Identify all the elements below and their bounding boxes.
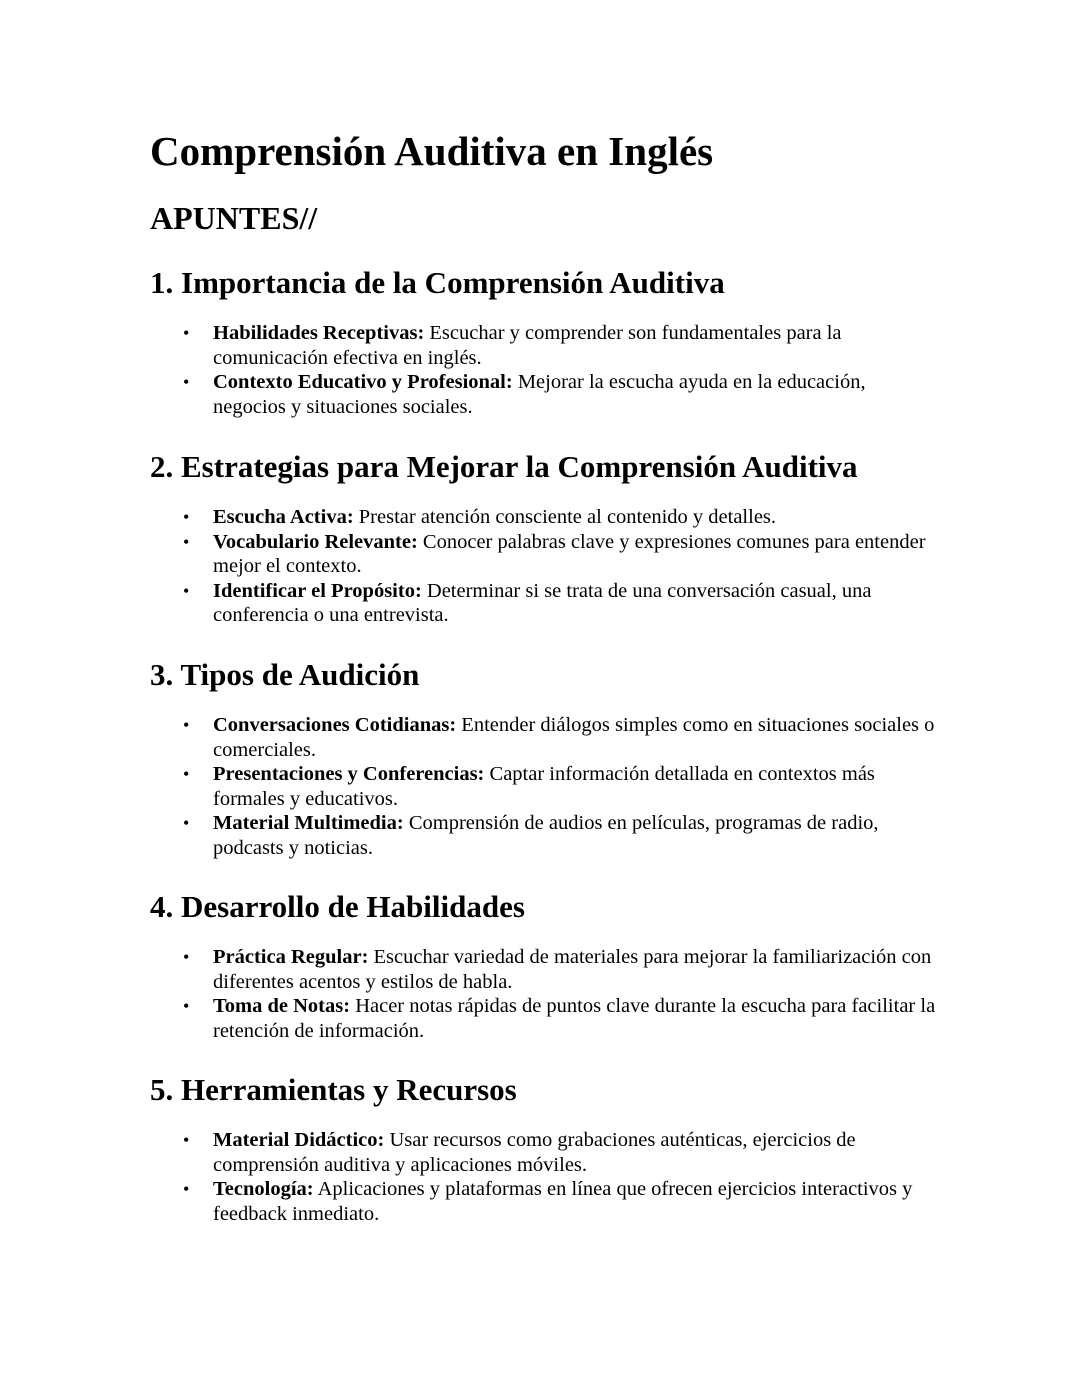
list-item — [150, 530, 938, 579]
list-item — [150, 321, 938, 370]
item-term: Toma de Notas: — [213, 995, 351, 1017]
bullet-icon: • — [183, 1179, 190, 1199]
bullet-icon: • — [183, 764, 190, 784]
item-term: Tecnología: — [213, 1178, 314, 1200]
bullet-icon: • — [183, 531, 190, 552]
document-subtitle: APUNTES// — [150, 200, 318, 236]
item-term: Habilidades Receptivas: — [213, 322, 425, 344]
bullet-icon: • — [183, 507, 190, 527]
item-term: Identificar el Propósito: — [213, 579, 422, 602]
bullet-icon: • — [183, 323, 190, 343]
item-term: Contexto Educativo y Profesional: — [213, 371, 513, 393]
bullet-icon: • — [183, 947, 190, 967]
section-herramientas — [150, 1071, 950, 1226]
bullet-icon: • — [183, 715, 190, 735]
section-heading: 4. Desarrollo de Habilidades — [150, 889, 525, 924]
bullet-list — [150, 713, 950, 860]
section-tipos — [150, 656, 950, 860]
item-text: Escuchar variedad de materiales para mejorar la familiarización con diferentes acentos y estilos de habla. — [213, 946, 932, 993]
section-estrategias — [150, 448, 950, 628]
document-title: Comprensión Auditiva en Inglés — [150, 128, 714, 174]
item-term: Conversaciones Cotidianas: — [213, 714, 457, 736]
section-heading: 2. Estrategias para Mejorar la Comprensión Auditiva — [150, 449, 858, 484]
section-importancia — [150, 264, 950, 419]
item-text: Entender diálogos simples como en situaciones sociales o comerciales. — [213, 714, 935, 761]
bullet-list — [150, 945, 950, 1043]
list-item — [150, 945, 938, 994]
item-text: Conocer palabras clave y expresiones comunes para entender mejor el contexto. — [213, 530, 926, 577]
bullet-icon: • — [183, 1130, 190, 1150]
item-term: Escucha Activa: — [213, 506, 354, 528]
section-heading: 1. Importancia de la Comprensión Auditiva — [150, 265, 725, 300]
item-text: Prestar atención consciente al contenido y detalles. — [353, 506, 777, 528]
item-text: Hacer notas rápidas de puntos clave durante la escucha para facilitar la retención de información. — [213, 995, 936, 1042]
item-text: Captar información detallada en contextos más formales y educativos. — [213, 763, 875, 810]
bullet-icon: • — [183, 996, 190, 1016]
list-item — [150, 811, 938, 860]
section-heading: 5. Herramientas y Recursos — [150, 1072, 517, 1107]
item-text: Mejorar la escucha ayuda en la educación, negocios y situaciones sociales. — [213, 371, 866, 418]
bullet-icon: • — [183, 372, 190, 392]
bullet-list — [150, 1128, 950, 1226]
section-heading: 3. Tipos de Audición — [150, 657, 420, 692]
item-text: Usar recursos como grabaciones auténticas, ejercicios de comprensión auditiva y aplicaciones móviles. — [213, 1129, 856, 1176]
bullet-icon: • — [183, 813, 190, 833]
list-item — [150, 762, 938, 811]
list-item — [150, 994, 938, 1043]
bullet-list — [150, 505, 950, 628]
list-item — [150, 1177, 938, 1226]
list-item — [150, 370, 938, 419]
item-text: Escuchar y comprender son fundamentales para la comunicación efectiva en inglés. — [213, 322, 842, 369]
item-term: Material Didáctico: — [213, 1129, 385, 1151]
list-item — [150, 579, 938, 628]
item-term: Práctica Regular: — [213, 946, 369, 968]
item-text: Aplicaciones y plataformas en línea que ofrecen ejercicios interactivos y feedback inmediato. — [213, 1178, 913, 1225]
item-text: Comprensión de audios en películas, programas de radio, podcasts y noticias. — [213, 812, 879, 859]
list-item — [150, 713, 938, 762]
section-desarrollo — [150, 888, 950, 1043]
item-term: Vocabulario Relevante: — [213, 530, 418, 553]
item-text: Determinar si se trata de una conversación casual, una conferencia o una entrevista. — [213, 579, 872, 626]
bullet-list — [150, 321, 950, 419]
item-term: Material Multimedia: — [213, 812, 404, 834]
bullet-icon: • — [183, 580, 190, 601]
item-term: Presentaciones y Conferencias: — [213, 763, 485, 785]
list-item — [150, 1128, 938, 1177]
list-item — [150, 505, 938, 530]
